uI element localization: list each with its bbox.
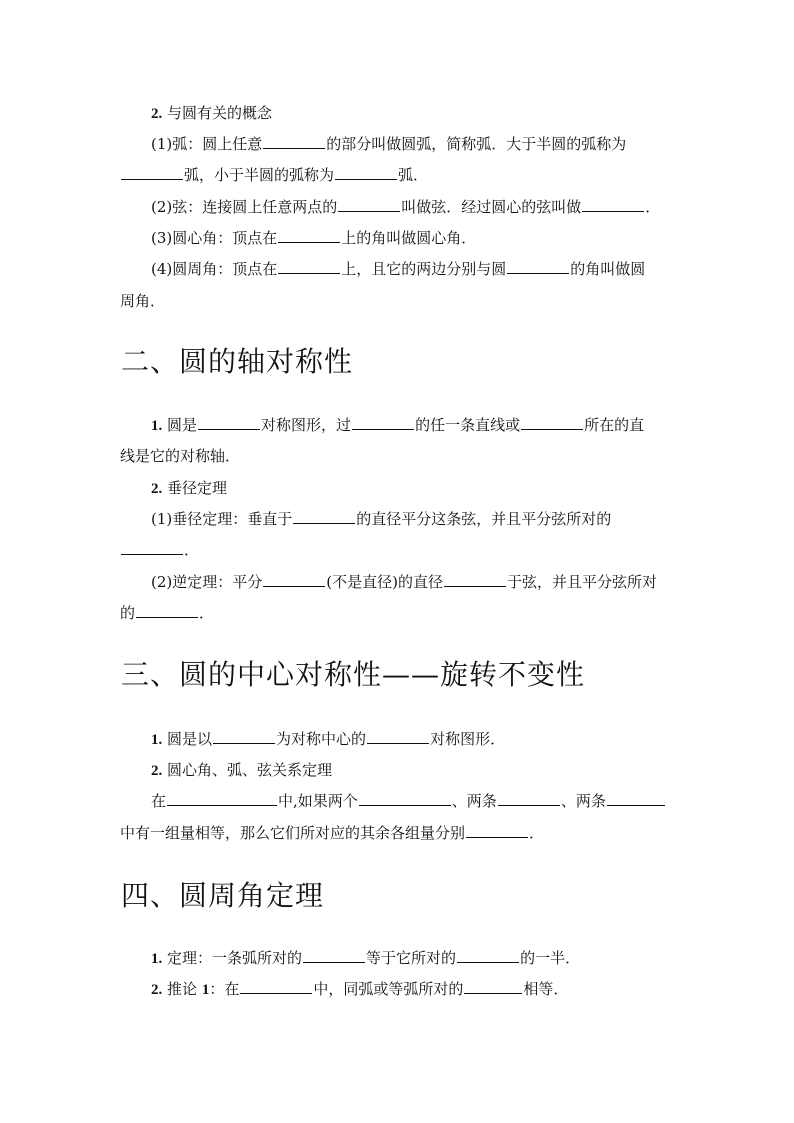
sub-number: (2)	[151, 198, 173, 216]
converse-theorem-line1	[0, 571, 794, 593]
concepts-title-text: 与圆有关的概念	[167, 104, 273, 122]
relation-theorem-line2	[0, 822, 794, 844]
text: 弧．	[398, 166, 429, 184]
section-heading-inscribed-angle-theorem: 四、圆周角定理	[121, 879, 325, 912]
text: 中，同弧或等弧所对的	[313, 980, 464, 998]
fill-blank[interactable]	[136, 602, 198, 618]
inscribed-angle-definition-line1	[0, 258, 794, 280]
corollary-line	[0, 978, 794, 1001]
chord-definition	[0, 196, 794, 218]
fill-blank[interactable]	[213, 728, 275, 744]
text: 弧，小于半圆的弧称为	[184, 166, 335, 184]
axial-symmetry-line1	[0, 414, 794, 437]
inscribed-theorem-line	[0, 947, 794, 970]
text: 于弦，并且平分弦所对	[506, 573, 657, 591]
text: 上的角叫做圆心角．	[341, 229, 477, 247]
text: 叫做弦．经过圆心的弦叫做	[401, 198, 582, 216]
fill-blank[interactable]	[303, 947, 365, 963]
fill-blank[interactable]	[167, 790, 277, 806]
sub-number: (4)	[151, 260, 173, 278]
section-heading-axial-symmetry: 二、圆的轴对称性	[121, 345, 354, 378]
fill-blank[interactable]	[121, 539, 183, 555]
arc-definition-line1	[0, 133, 794, 155]
text: 对称图形，过	[261, 416, 352, 434]
text: 周角．	[120, 292, 166, 310]
text: 、两条	[560, 792, 606, 810]
item-number: 2.	[151, 982, 163, 998]
text: 的一半．	[520, 949, 581, 967]
fill-blank[interactable]	[367, 728, 429, 744]
text: 、两条	[451, 792, 497, 810]
fill-blank[interactable]	[498, 790, 560, 806]
fill-blank[interactable]	[466, 822, 528, 838]
text: 圆心角：顶点在	[172, 229, 278, 247]
fill-blank[interactable]	[521, 414, 583, 430]
text: 定理：一条弧所对的	[167, 949, 303, 967]
text: ．	[645, 198, 661, 216]
corollary-number: 1	[201, 982, 210, 998]
fill-blank[interactable]	[278, 227, 340, 243]
text: 垂径定理：垂直于	[172, 510, 293, 528]
section-heading-central-symmetry: 三、圆的中心对称性——旋转不变性	[121, 658, 586, 691]
text: ．	[184, 541, 200, 559]
item-number: 2.	[151, 106, 163, 122]
fill-blank[interactable]	[240, 978, 312, 994]
fill-blank[interactable]	[278, 258, 340, 274]
text: 中,如果两个	[278, 792, 358, 810]
sub-number: (2)	[151, 573, 173, 591]
relation-theorem-title	[0, 759, 794, 782]
text: ：在	[209, 980, 240, 998]
text: ．	[199, 604, 215, 622]
text: 的部分叫做圆弧，简称弧．大于半圆的弧称为	[326, 135, 627, 153]
fill-blank[interactable]	[464, 978, 522, 994]
inscribed-angle-definition-line2	[0, 290, 794, 312]
item-number: 1.	[151, 418, 163, 434]
sub-number: (1)	[151, 135, 173, 153]
text: 线是它的对称轴．	[120, 447, 241, 465]
text: 等于它所对的	[366, 949, 457, 967]
text: 圆周角：顶点在	[172, 260, 278, 278]
text: 对称图形．	[430, 730, 506, 748]
fill-blank[interactable]	[359, 790, 451, 806]
text: 为对称中心的	[276, 730, 367, 748]
perpendicular-theorem-line1	[0, 508, 794, 530]
fill-blank[interactable]	[457, 947, 519, 963]
item-number: 2.	[151, 763, 163, 779]
concepts-title	[0, 102, 794, 125]
arc-definition-line2	[0, 164, 794, 186]
fill-blank[interactable]	[338, 196, 400, 212]
text: 相等．	[523, 980, 569, 998]
text: 所在的直	[584, 416, 645, 434]
text: 圆是	[167, 416, 198, 434]
fill-blank[interactable]	[507, 258, 569, 274]
fill-blank[interactable]	[352, 414, 414, 430]
relation-theorem-line1	[0, 790, 794, 812]
fill-blank[interactable]	[607, 790, 665, 806]
perpendicular-theorem-line2	[0, 539, 794, 561]
text: 在	[151, 792, 167, 810]
fill-blank[interactable]	[198, 414, 260, 430]
text: 弧：圆上任意	[172, 135, 263, 153]
text: 上，且它的两边分别与圆	[341, 260, 507, 278]
text: 垂径定理	[167, 479, 228, 497]
central-symmetry-line	[0, 728, 794, 751]
text: 的任一条直线或	[415, 416, 521, 434]
text: 弦：连接圆上任意两点的	[172, 198, 338, 216]
text: 的角叫做圆	[570, 260, 646, 278]
fill-blank[interactable]	[121, 164, 183, 180]
text: 圆心角、弧、弦关系定理	[167, 761, 333, 779]
text: 逆定理：平分	[172, 573, 263, 591]
central-angle-definition	[0, 227, 794, 249]
sub-number: (1)	[151, 510, 173, 528]
axial-symmetry-line2	[0, 445, 794, 467]
text: 中有一组量相等，那么它们所对应的其余各组量分别	[120, 824, 466, 842]
fill-blank[interactable]	[582, 196, 644, 212]
perpendicular-diameter-title	[0, 477, 794, 500]
sub-number: (3)	[151, 229, 173, 247]
item-number: 2.	[151, 481, 163, 497]
text: ．	[529, 824, 545, 842]
text: 推论	[167, 980, 198, 998]
fill-blank[interactable]	[444, 571, 506, 587]
item-number: 1.	[151, 951, 163, 967]
text: 的直径平分这条弦，并且平分弦所对的	[356, 510, 612, 528]
fill-blank[interactable]	[293, 508, 355, 524]
fill-blank[interactable]	[263, 133, 325, 149]
item-number: 1.	[151, 732, 163, 748]
text: (不是直径)的直径	[326, 573, 443, 591]
text: 圆是以	[167, 730, 213, 748]
text: 的	[120, 604, 136, 622]
fill-blank[interactable]	[263, 571, 325, 587]
converse-theorem-line2	[0, 602, 794, 624]
fill-blank[interactable]	[335, 164, 397, 180]
